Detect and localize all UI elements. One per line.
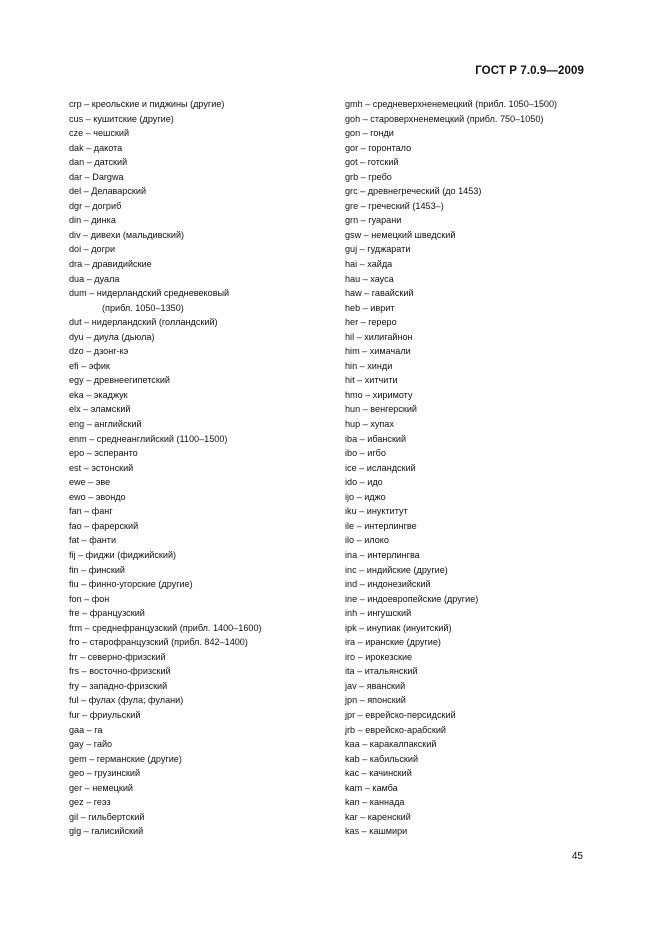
language-code-entry: fao – фарерский — [69, 520, 139, 531]
language-code-entry: kan – каннада — [345, 797, 405, 808]
language-code-entry: grn – гуарани — [345, 215, 402, 226]
language-code-entry: fin – финский — [69, 564, 125, 575]
language-code-entry: est – эстонский — [69, 462, 134, 473]
language-code-entry: gor – горонтало — [345, 142, 412, 153]
language-code-entry: enm – среднеанглийский (1100–1500) — [69, 433, 228, 444]
language-code-entry: fan – фанг — [69, 506, 113, 517]
language-code-entry: frm – среднефранцузский (прибл. 1400–1600) — [69, 622, 262, 633]
language-code-entry: ile – интерлингве — [345, 520, 417, 531]
language-code-entry: haw – гавайский — [345, 288, 414, 299]
language-code-entry: gaa – га — [69, 724, 103, 735]
language-code-entry: jpn – японский — [345, 695, 406, 706]
language-code-entry: ipk – инупиак (инуитский) — [345, 622, 452, 633]
language-code-entry: fro – старофранцузский (прибл. 842–1400) — [69, 637, 248, 648]
language-code-entry: ina – интерлингва — [345, 549, 420, 560]
language-code-entry: kas – кашмири — [345, 826, 408, 837]
language-code-entry: gon – гонди — [345, 128, 394, 139]
language-code-entry: dak – дакота — [69, 142, 123, 153]
language-code-entry: dua – дуала — [69, 273, 120, 284]
language-code-entry: hil – хилигайнон — [345, 331, 413, 342]
language-code-entry: jav – яванский — [345, 680, 406, 691]
language-code-entry: elx – эламский — [69, 404, 131, 415]
language-code-entry: kab – кабильский — [345, 753, 419, 764]
language-code-entry: kam – камба — [345, 782, 398, 793]
language-code-entry: ilo – илоко — [345, 535, 389, 546]
language-code-entry: hin – хинди — [345, 360, 393, 371]
language-code-entry: hun – венгерский — [345, 404, 418, 415]
language-code-entry: dut – нидерландский (голландский) — [69, 317, 218, 328]
language-code-entry: guj – гуджарати — [345, 244, 411, 255]
language-code-entry: kac – качинский — [345, 768, 412, 779]
document-standard-header: ГОСТ Р 7.0.9—2009 — [475, 65, 584, 77]
language-code-entry: fij – фиджи (фиджийский) — [69, 549, 177, 560]
left-entry-column — [69, 97, 329, 839]
language-code-entry: kaa – каракалпакский — [345, 739, 437, 750]
language-code-entry: cze – чешский — [69, 128, 130, 139]
page-number: 45 — [571, 851, 583, 862]
language-code-entry: (прибл. 1050–1350) — [102, 302, 184, 313]
language-code-entry: ijo – иджо — [345, 491, 386, 502]
language-code-entry: hai – хайда — [345, 259, 393, 270]
language-code-entry: jpr – еврейско-персидский — [345, 709, 456, 720]
language-code-entry: iro – ирокезские — [345, 651, 413, 662]
language-code-entry: hau – хауса — [345, 273, 394, 284]
language-code-entry: heb – иврит — [345, 302, 395, 313]
language-code-entry: ger – немецкий — [69, 782, 133, 793]
language-code-entry: ice – исландский — [345, 462, 416, 473]
language-code-entry: goh – староверхненемецкий (прибл. 750–1050) — [345, 113, 544, 124]
language-code-entry: frs – восточно-фризский — [69, 666, 171, 677]
language-code-entry: hmo – хиримоту — [345, 389, 413, 400]
language-code-entry: ewo – эвондо — [69, 491, 126, 502]
right-entry-column — [345, 97, 595, 839]
language-code-entry: fat – фанти — [69, 535, 117, 546]
language-code-entry: efi – эфик — [69, 360, 110, 371]
language-code-entry: fre – французский — [69, 608, 145, 619]
language-code-entry: grb – гребо — [345, 171, 392, 182]
language-code-entry: crp – креольские и пиджины (другие) — [69, 99, 225, 109]
language-code-entry: din – динка — [69, 215, 116, 226]
language-code-entry: ful – фулах (фула; фулани) — [69, 695, 184, 706]
language-code-entry: gmh – средневерхненемецкий (прибл. 1050–1500) — [345, 99, 558, 109]
language-code-entry: gay – гайо — [69, 739, 113, 750]
language-code-entry: iku – инуктитут — [345, 506, 408, 517]
language-code-entry: frr – северно-фризский — [69, 651, 166, 662]
language-code-entry: ira – иранские (другие) — [345, 637, 441, 648]
language-code-entry: grc – древнегреческий (до 1453) — [345, 186, 482, 197]
language-code-entry: fiu – финно-угорские (другие) — [69, 579, 193, 590]
language-code-entry: got – готский — [345, 157, 399, 168]
language-code-entry: gsw – немецкий шведский — [345, 229, 456, 240]
language-code-entry: epo – эсперанто — [69, 448, 138, 459]
language-code-entry: cus – кушитские (другие) — [69, 113, 174, 124]
language-code-entry: dgr – догриб — [69, 200, 122, 211]
language-code-entry: iba – ибанский — [345, 433, 407, 444]
language-code-entry: him – химачали — [345, 346, 411, 357]
language-code-entry: fry – западно-фризский — [69, 680, 168, 691]
language-code-entry: dar – Dargwa — [69, 171, 124, 182]
language-code-entry: fon – фон — [69, 593, 110, 604]
language-code-entry: gez – геэз — [69, 797, 111, 808]
language-code-entry: ido – идо — [345, 477, 383, 488]
language-code-entry: ine – индоевропейские (другие) — [345, 593, 479, 604]
language-code-entry: eka – экаджук — [69, 389, 128, 400]
language-code-entry: hit – хитчити — [345, 375, 398, 386]
language-code-entry: del – Делаварский — [69, 186, 147, 197]
language-code-entry: egy – древнеегипетский — [69, 375, 170, 386]
language-code-entry: glg – галисийский — [69, 826, 144, 837]
language-code-entry: kar – каренский — [345, 811, 411, 822]
language-code-entry: gil – гильбертский — [69, 811, 145, 822]
language-code-entry: ewe – эве — [69, 477, 111, 488]
language-code-entry: inh – ингушский — [345, 608, 412, 619]
language-code-entry: dra – дравидийские — [69, 259, 152, 270]
language-code-entry: eng – английский — [69, 419, 142, 430]
language-code-entry: div – дивехи (мальдивский) — [69, 229, 185, 240]
language-code-entry: ibo – игбо — [345, 448, 386, 459]
language-code-entry: fur – фриульский — [69, 709, 141, 720]
language-code-entry: jrb – еврейско-арабский — [345, 724, 446, 735]
language-code-entry: inc – индийские (другие) — [345, 564, 448, 575]
language-code-entry: ind – индонезийский — [345, 579, 431, 590]
language-code-entry: ita – итальянский — [345, 666, 418, 677]
language-code-entry: dan – датский — [69, 157, 128, 168]
language-code-entry: dyu – диула (дьюла) — [69, 331, 155, 342]
language-code-entry: dum – нидерландский средневековый — [69, 288, 230, 299]
language-code-entry: her – гереро — [345, 317, 397, 328]
language-code-entry: geo – грузинский — [69, 768, 141, 779]
language-code-entry: gre – греческий (1453–) — [345, 200, 444, 211]
language-code-entry: gem – германские (другие) — [69, 753, 182, 764]
language-code-entry: dzo – дзонг-кэ — [69, 346, 129, 357]
language-code-entry: hup – хупах — [345, 419, 394, 430]
language-code-entry: doi – догри — [69, 244, 116, 255]
